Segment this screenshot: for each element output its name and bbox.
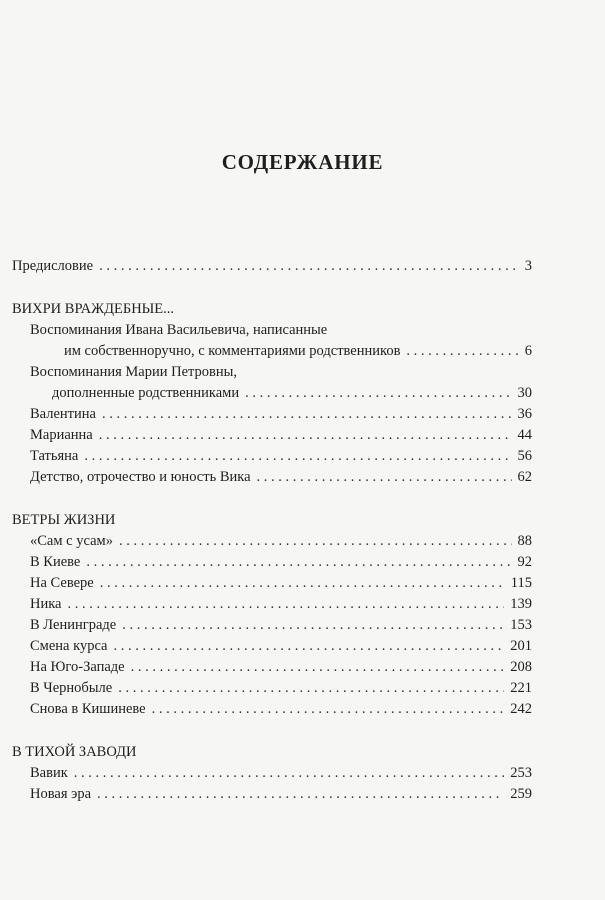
toc-entry-label: Валентина (30, 406, 96, 422)
toc-entry-label: Новая эра (30, 786, 92, 802)
toc-entry-label: На Юго-Западе (30, 659, 125, 675)
toc-entry-label: Вавик (30, 765, 68, 781)
toc-entry[interactable] (12, 594, 532, 615)
toc-entry-page: 208 (510, 659, 532, 675)
dot-leader (119, 531, 512, 552)
toc-entry-label: В Киеве (30, 554, 81, 570)
dot-leader (245, 383, 511, 404)
toc-entry-label: Смена курса (30, 638, 108, 654)
dot-leader (118, 678, 504, 699)
toc-entry[interactable] (12, 552, 532, 573)
dot-leader (257, 467, 512, 488)
toc-entry-page: 44 (517, 427, 532, 443)
toc-entry-label: «Сам с усам» (30, 533, 113, 549)
toc-entry[interactable] (12, 636, 532, 657)
toc-entry-memoirs-ivan[interactable] (12, 341, 532, 362)
dot-leader (86, 552, 511, 573)
dot-leader (84, 446, 511, 467)
toc-entry[interactable] (12, 678, 532, 699)
toc-entry-preface[interactable] (12, 256, 532, 277)
toc-entry-page: 253 (510, 765, 532, 781)
toc-entry-memoirs-maria[interactable] (12, 383, 532, 404)
toc-entry-page: 242 (510, 701, 532, 717)
toc-entry[interactable] (12, 404, 532, 425)
toc-entry[interactable] (12, 425, 532, 446)
toc-entry-page: 56 (517, 448, 532, 464)
toc-entry[interactable] (12, 615, 532, 636)
toc-entry[interactable] (12, 657, 532, 678)
dot-leader (114, 636, 505, 657)
toc-entry-page: 6 (524, 343, 532, 359)
dot-leader (122, 615, 504, 636)
toc-entry-label: На Севере (30, 575, 94, 591)
toc-entry-page: 88 (517, 533, 532, 549)
toc-entry-label: Марианна (30, 427, 93, 443)
toc-entry[interactable] (12, 467, 532, 488)
dot-leader (99, 425, 512, 446)
section-title: В ТИХОЙ ЗАВОДИ (12, 744, 137, 760)
toc-entry-label: Предисловие (12, 258, 94, 274)
toc-entry-label: В Чернобыле (30, 680, 113, 696)
toc-entry-label: Снова в Кишиневе (30, 701, 146, 717)
toc-entry[interactable] (12, 573, 532, 594)
dot-leader (68, 594, 505, 615)
section-title: ВЕТРЫ ЖИЗНИ (12, 512, 116, 528)
toc-entry[interactable] (12, 446, 532, 467)
toc-entry-label: дополненные родственниками (52, 385, 240, 401)
toc-entry-label: В Ленинграде (30, 617, 117, 633)
dot-leader (74, 763, 504, 784)
toc-entry-label: Ника (30, 596, 62, 612)
toc-entry-page: 3 (524, 258, 532, 274)
dot-leader (97, 784, 504, 805)
toc-entry-page: 201 (510, 638, 532, 654)
toc-entry-page: 30 (517, 385, 532, 401)
toc-entry-label[interactable]: Воспоминания Ивана Васильевича, написанные (30, 322, 328, 338)
dot-leader (152, 699, 505, 720)
page-title: СОДЕРЖАНИЕ (221, 150, 384, 174)
toc-entry[interactable] (12, 531, 532, 552)
dot-leader (102, 404, 512, 425)
dot-leader (131, 657, 505, 678)
table-of-contents (12, 256, 532, 805)
toc-entry-page: 62 (517, 469, 532, 485)
dot-leader (100, 573, 505, 594)
toc-entry[interactable] (12, 784, 532, 805)
toc-entry-page: 153 (510, 617, 532, 633)
toc-entry-label: Татьяна (30, 448, 79, 464)
toc-entry-page: 259 (510, 786, 532, 802)
section-title: ВИХРИ ВРАЖДЕБНЫЕ... (12, 301, 175, 317)
toc-entry-label[interactable]: Воспоминания Марии Петровны, (30, 364, 238, 380)
dot-leader (99, 256, 519, 277)
toc-entry-page: 115 (510, 575, 532, 591)
toc-entry-label: им собственноручно, с комментариями родственников (64, 343, 401, 359)
toc-entry-page: 36 (517, 406, 532, 422)
toc-entry[interactable] (12, 699, 532, 720)
toc-entry-page: 92 (517, 554, 532, 570)
toc-entry[interactable] (12, 763, 532, 784)
toc-entry-label: Детство, отрочество и юность Вика (30, 469, 251, 485)
toc-entry-page: 139 (510, 596, 532, 612)
dot-leader (406, 341, 518, 362)
toc-entry-page: 221 (510, 680, 532, 696)
